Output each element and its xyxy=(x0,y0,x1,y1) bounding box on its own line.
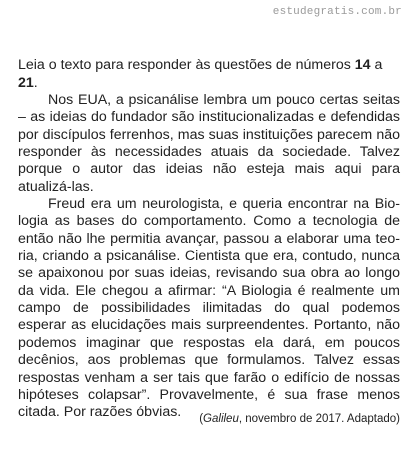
instruction-text: Leia o texto para responder às questões de números xyxy=(18,57,355,73)
site-watermark: estudegratis.com.br xyxy=(272,6,402,18)
source-citation: (Galileu, novembro de 2017. Adaptado) xyxy=(199,413,400,425)
source-detail: , novembro de 2017. Adaptado xyxy=(238,413,397,425)
instruction-connector: a xyxy=(370,57,383,73)
question-number-start: 14 xyxy=(354,57,371,73)
article-body xyxy=(18,92,400,422)
paragraph-1: Nos EUA, a psicanálise lembra um pouco certas seitas – as ideias do fundador são institucionalizadas e defendidas por discípulos ferrenhos, mas suas instituições parecem não responder às necessidades atuais da sociedade. Talvez porque o autor das ideias não esteja mais aqui para atualizá-las. xyxy=(18,92,400,195)
paragraph-2: Freud era um neurologista, e queria encontrar na Biologia as bases do comportamento. Como a tecnologia de então não lhe permitia avançar, passou a elaborar uma teoria, criando a psicanálise. Cientista que era, contudo, nunca se apaixonou por suas ideias, revisando sua obra ao longo da vida. Ele chegou a afirmar: “A Biologia é realmente um campo de possibilidades ilimitadas do qual podemos esperar as elucidações mais surpreendentes. Portanto, não podemos imaginar que respostas ela dará, em poucos decênios, aos problemas que formulamos. Talvez essas respostas venham a ser tais que farão o edifício de nossas hipóteses colapsar”. Provavelmente, é sua frase menos citada. Por razões óbvias. xyxy=(18,196,400,421)
instruction-line xyxy=(18,56,400,92)
question-number-end: 21 xyxy=(18,75,34,91)
instruction-period: . xyxy=(33,75,38,91)
source-publication: Galileu xyxy=(203,413,239,425)
